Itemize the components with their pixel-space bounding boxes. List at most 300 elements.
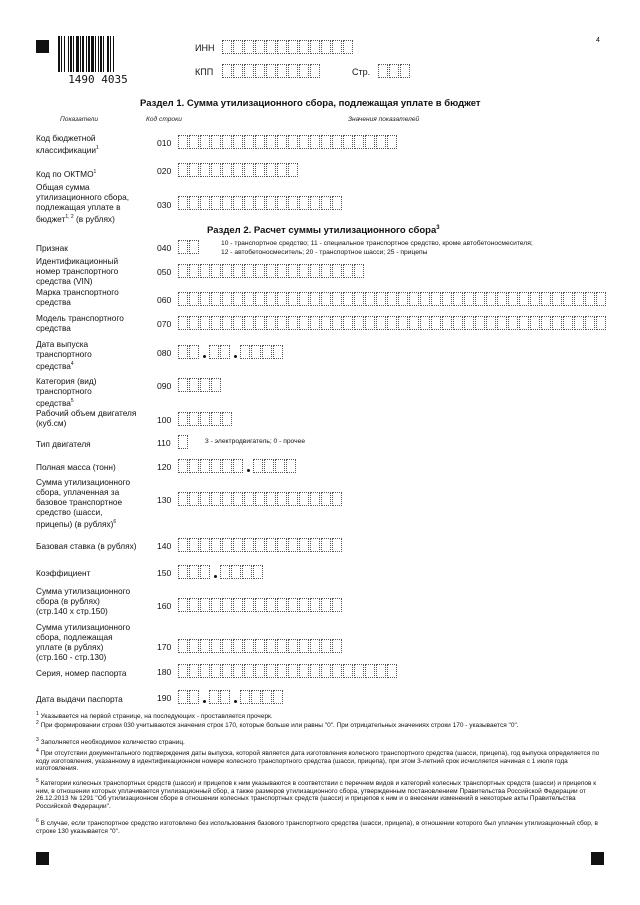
input-cell[interactable] [321,598,331,612]
input-cell[interactable] [277,639,287,653]
input-cell[interactable] [255,163,265,177]
input-cell[interactable] [233,264,243,278]
input-cell[interactable] [288,316,298,330]
input-cell[interactable] [220,345,230,359]
input-cell[interactable] [332,316,342,330]
input-cell[interactable] [277,135,287,149]
input-cell[interactable] [244,664,254,678]
input-cell[interactable] [475,316,485,330]
input-cell[interactable] [200,459,210,473]
input-cell[interactable] [211,598,221,612]
input-cell[interactable] [233,459,243,473]
input-cell[interactable] [262,690,272,704]
input-cell[interactable] [376,292,386,306]
input-cell[interactable] [244,639,254,653]
input-cell[interactable] [321,135,331,149]
input-cell[interactable] [222,639,232,653]
input-cell[interactable] [233,196,243,210]
input-cell[interactable] [178,639,188,653]
page-field[interactable] [378,64,411,78]
input-cell[interactable] [596,292,606,306]
row-160-field[interactable] [178,598,343,612]
input-cell[interactable] [574,316,584,330]
input-cell[interactable] [200,565,210,579]
input-cell[interactable] [541,292,551,306]
input-cell[interactable] [266,639,276,653]
input-cell[interactable] [321,639,331,653]
input-cell[interactable] [299,64,309,78]
input-cell[interactable] [211,378,221,392]
input-cell[interactable] [244,40,254,54]
input-cell[interactable] [233,538,243,552]
input-cell[interactable] [244,163,254,177]
input-cell[interactable] [464,316,474,330]
input-cell[interactable] [222,40,232,54]
input-cell[interactable] [211,664,221,678]
input-cell[interactable] [332,492,342,506]
input-cell[interactable] [233,40,243,54]
input-cell[interactable] [189,378,199,392]
row-010-field[interactable] [178,135,398,149]
input-cell[interactable] [332,292,342,306]
input-cell[interactable] [255,292,265,306]
input-cell[interactable] [200,538,210,552]
row-150-field[interactable] [178,565,264,579]
input-cell[interactable] [189,598,199,612]
input-cell[interactable] [255,40,265,54]
input-cell[interactable] [266,40,276,54]
input-cell[interactable] [200,316,210,330]
input-cell[interactable] [321,264,331,278]
input-cell[interactable] [288,492,298,506]
input-cell[interactable] [178,459,188,473]
row-060-field[interactable] [178,292,607,306]
input-cell[interactable] [255,64,265,78]
input-cell[interactable] [222,163,232,177]
input-cell[interactable] [585,292,595,306]
input-cell[interactable] [288,163,298,177]
input-cell[interactable] [365,664,375,678]
input-cell[interactable] [343,40,353,54]
input-cell[interactable] [596,316,606,330]
input-cell[interactable] [332,639,342,653]
input-cell[interactable] [288,135,298,149]
input-cell[interactable] [288,196,298,210]
input-cell[interactable] [255,196,265,210]
input-cell[interactable] [486,292,496,306]
input-cell[interactable] [211,316,221,330]
input-cell[interactable] [475,292,485,306]
input-cell[interactable] [266,538,276,552]
input-cell[interactable] [255,639,265,653]
input-cell[interactable] [244,264,254,278]
input-cell[interactable] [519,316,529,330]
input-cell[interactable] [178,292,188,306]
input-cell[interactable] [222,135,232,149]
input-cell[interactable] [277,598,287,612]
input-cell[interactable] [453,316,463,330]
input-cell[interactable] [387,135,397,149]
input-cell[interactable] [266,292,276,306]
input-cell[interactable] [343,316,353,330]
input-cell[interactable] [189,292,199,306]
input-cell[interactable] [189,690,199,704]
input-cell[interactable] [332,538,342,552]
input-cell[interactable] [387,316,397,330]
input-cell[interactable] [541,316,551,330]
input-cell[interactable] [266,264,276,278]
input-cell[interactable] [354,316,364,330]
input-cell[interactable] [552,292,562,306]
row-190-field[interactable] [178,690,284,704]
input-cell[interactable] [189,240,199,254]
input-cell[interactable] [530,292,540,306]
input-cell[interactable] [519,292,529,306]
input-cell[interactable] [332,264,342,278]
row-170-field[interactable] [178,639,343,653]
input-cell[interactable] [321,664,331,678]
input-cell[interactable] [299,538,309,552]
input-cell[interactable] [211,459,221,473]
input-cell[interactable] [376,664,386,678]
kpp-field[interactable] [222,64,321,78]
input-cell[interactable] [178,135,188,149]
input-cell[interactable] [255,664,265,678]
input-cell[interactable] [299,40,309,54]
input-cell[interactable] [299,598,309,612]
input-cell[interactable] [244,538,254,552]
input-cell[interactable] [222,64,232,78]
input-cell[interactable] [400,64,410,78]
input-cell[interactable] [251,690,261,704]
input-cell[interactable] [409,292,419,306]
input-cell[interactable] [178,196,188,210]
input-cell[interactable] [431,316,441,330]
input-cell[interactable] [178,690,188,704]
input-cell[interactable] [220,690,230,704]
input-cell[interactable] [178,316,188,330]
input-cell[interactable] [310,492,320,506]
input-cell[interactable] [365,135,375,149]
input-cell[interactable] [321,316,331,330]
row-070-field[interactable] [178,316,607,330]
input-cell[interactable] [310,598,320,612]
input-cell[interactable] [299,492,309,506]
input-cell[interactable] [189,664,199,678]
input-cell[interactable] [244,292,254,306]
input-cell[interactable] [255,135,265,149]
input-cell[interactable] [266,163,276,177]
input-cell[interactable] [354,292,364,306]
input-cell[interactable] [266,664,276,678]
input-cell[interactable] [310,292,320,306]
input-cell[interactable] [211,412,221,426]
input-cell[interactable] [211,163,221,177]
input-cell[interactable] [310,538,320,552]
input-cell[interactable] [486,316,496,330]
input-cell[interactable] [277,538,287,552]
input-cell[interactable] [431,292,441,306]
row-040-field[interactable] [178,240,200,254]
input-cell[interactable] [251,345,261,359]
input-cell[interactable] [552,316,562,330]
input-cell[interactable] [354,264,364,278]
input-cell[interactable] [354,664,364,678]
input-cell[interactable] [266,135,276,149]
input-cell[interactable] [211,492,221,506]
input-cell[interactable] [200,135,210,149]
input-cell[interactable] [233,292,243,306]
input-cell[interactable] [409,316,419,330]
input-cell[interactable] [321,40,331,54]
input-cell[interactable] [442,316,452,330]
input-cell[interactable] [288,664,298,678]
input-cell[interactable] [255,264,265,278]
input-cell[interactable] [277,163,287,177]
input-cell[interactable] [343,264,353,278]
input-cell[interactable] [233,135,243,149]
input-cell[interactable] [253,565,263,579]
row-050-field[interactable] [178,264,365,278]
input-cell[interactable] [464,292,474,306]
input-cell[interactable] [310,196,320,210]
input-cell[interactable] [255,598,265,612]
input-cell[interactable] [332,135,342,149]
input-cell[interactable] [200,292,210,306]
row-080-field[interactable] [178,345,284,359]
input-cell[interactable] [220,565,230,579]
input-cell[interactable] [200,378,210,392]
input-cell[interactable] [222,598,232,612]
input-cell[interactable] [178,598,188,612]
input-cell[interactable] [378,64,388,78]
row-110-field[interactable] [178,435,189,449]
input-cell[interactable] [310,664,320,678]
input-cell[interactable] [277,316,287,330]
input-cell[interactable] [189,639,199,653]
input-cell[interactable] [222,538,232,552]
input-cell[interactable] [222,459,232,473]
row-130-field[interactable] [178,492,343,506]
input-cell[interactable] [277,292,287,306]
input-cell[interactable] [563,316,573,330]
input-cell[interactable] [376,316,386,330]
input-cell[interactable] [332,598,342,612]
input-cell[interactable] [497,316,507,330]
input-cell[interactable] [387,664,397,678]
input-cell[interactable] [288,598,298,612]
input-cell[interactable] [233,664,243,678]
input-cell[interactable] [398,292,408,306]
input-cell[interactable] [530,316,540,330]
input-cell[interactable] [211,264,221,278]
input-cell[interactable] [277,64,287,78]
input-cell[interactable] [277,492,287,506]
input-cell[interactable] [321,196,331,210]
input-cell[interactable] [222,316,232,330]
input-cell[interactable] [242,565,252,579]
input-cell[interactable] [387,292,397,306]
input-cell[interactable] [255,316,265,330]
input-cell[interactable] [178,345,188,359]
row-180-field[interactable] [178,664,398,678]
inn-field[interactable] [222,40,354,54]
row-140-field[interactable] [178,538,343,552]
input-cell[interactable] [310,40,320,54]
input-cell[interactable] [222,292,232,306]
input-cell[interactable] [200,264,210,278]
input-cell[interactable] [209,690,219,704]
input-cell[interactable] [273,690,283,704]
row-020-field[interactable] [178,163,299,177]
input-cell[interactable] [266,598,276,612]
input-cell[interactable] [209,345,219,359]
input-cell[interactable] [398,316,408,330]
input-cell[interactable] [233,163,243,177]
input-cell[interactable] [420,316,430,330]
input-cell[interactable] [343,135,353,149]
input-cell[interactable] [288,292,298,306]
input-cell[interactable] [508,292,518,306]
input-cell[interactable] [244,196,254,210]
input-cell[interactable] [222,196,232,210]
input-cell[interactable] [299,664,309,678]
input-cell[interactable] [211,639,221,653]
input-cell[interactable] [266,64,276,78]
input-cell[interactable] [211,135,221,149]
input-cell[interactable] [585,316,595,330]
input-cell[interactable] [389,64,399,78]
input-cell[interactable] [222,492,232,506]
input-cell[interactable] [189,492,199,506]
input-cell[interactable] [233,598,243,612]
input-cell[interactable] [275,459,285,473]
input-cell[interactable] [178,492,188,506]
input-cell[interactable] [310,64,320,78]
input-cell[interactable] [211,196,221,210]
input-cell[interactable] [178,435,188,449]
input-cell[interactable] [255,492,265,506]
input-cell[interactable] [189,345,199,359]
input-cell[interactable] [299,292,309,306]
input-cell[interactable] [453,292,463,306]
input-cell[interactable] [200,196,210,210]
input-cell[interactable] [178,240,188,254]
input-cell[interactable] [321,492,331,506]
input-cell[interactable] [262,345,272,359]
input-cell[interactable] [310,264,320,278]
input-cell[interactable] [233,492,243,506]
input-cell[interactable] [277,196,287,210]
input-cell[interactable] [178,565,188,579]
input-cell[interactable] [266,492,276,506]
input-cell[interactable] [211,538,221,552]
input-cell[interactable] [178,163,188,177]
input-cell[interactable] [288,264,298,278]
input-cell[interactable] [200,492,210,506]
input-cell[interactable] [189,135,199,149]
input-cell[interactable] [497,292,507,306]
input-cell[interactable] [343,292,353,306]
input-cell[interactable] [332,40,342,54]
input-cell[interactable] [200,598,210,612]
input-cell[interactable] [354,135,364,149]
input-cell[interactable] [231,565,241,579]
input-cell[interactable] [189,163,199,177]
input-cell[interactable] [200,412,210,426]
input-cell[interactable] [189,264,199,278]
input-cell[interactable] [420,292,430,306]
row-090-field[interactable] [178,378,222,392]
input-cell[interactable] [299,196,309,210]
row-100-field[interactable] [178,412,233,426]
input-cell[interactable] [286,459,296,473]
input-cell[interactable] [244,64,254,78]
input-cell[interactable] [299,135,309,149]
input-cell[interactable] [288,639,298,653]
input-cell[interactable] [189,538,199,552]
input-cell[interactable] [178,538,188,552]
input-cell[interactable] [310,639,320,653]
input-cell[interactable] [244,492,254,506]
input-cell[interactable] [442,292,452,306]
input-cell[interactable] [240,345,250,359]
input-cell[interactable] [310,316,320,330]
input-cell[interactable] [508,316,518,330]
input-cell[interactable] [288,538,298,552]
input-cell[interactable] [277,264,287,278]
input-cell[interactable] [244,316,254,330]
input-cell[interactable] [189,316,199,330]
input-cell[interactable] [233,64,243,78]
input-cell[interactable] [233,316,243,330]
input-cell[interactable] [200,639,210,653]
input-cell[interactable] [376,135,386,149]
input-cell[interactable] [310,135,320,149]
input-cell[interactable] [343,664,353,678]
input-cell[interactable] [200,163,210,177]
input-cell[interactable] [299,639,309,653]
input-cell[interactable] [332,664,342,678]
input-cell[interactable] [277,40,287,54]
input-cell[interactable] [189,196,199,210]
input-cell[interactable] [200,664,210,678]
input-cell[interactable] [332,196,342,210]
input-cell[interactable] [266,196,276,210]
input-cell[interactable] [273,345,283,359]
input-cell[interactable] [233,639,243,653]
input-cell[interactable] [365,292,375,306]
row-120-field[interactable] [178,459,297,473]
input-cell[interactable] [255,538,265,552]
input-cell[interactable] [222,264,232,278]
input-cell[interactable] [222,412,232,426]
input-cell[interactable] [189,459,199,473]
input-cell[interactable] [244,135,254,149]
input-cell[interactable] [211,292,221,306]
input-cell[interactable] [266,316,276,330]
input-cell[interactable] [222,664,232,678]
input-cell[interactable] [178,412,188,426]
input-cell[interactable] [299,316,309,330]
input-cell[interactable] [574,292,584,306]
input-cell[interactable] [244,598,254,612]
input-cell[interactable] [277,664,287,678]
input-cell[interactable] [178,664,188,678]
input-cell[interactable] [288,64,298,78]
row-030-field[interactable] [178,196,343,210]
input-cell[interactable] [178,264,188,278]
